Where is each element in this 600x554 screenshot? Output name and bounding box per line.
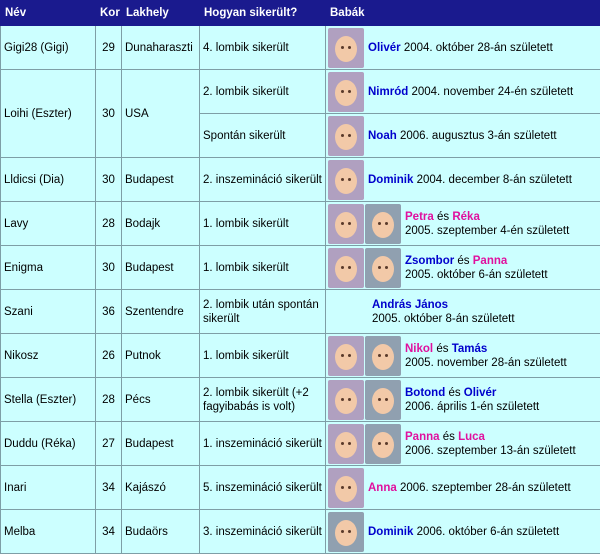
baby-photo (328, 336, 364, 376)
birth-date: 2004. november 24-én született (411, 86, 573, 98)
table-row (1, 70, 600, 114)
cell-name: Inari (1, 466, 96, 510)
cell-how: 5. inszemináció sikerült (200, 466, 326, 510)
baby-names (368, 42, 401, 54)
eye (348, 530, 351, 533)
cell-place: Budaörs (122, 510, 200, 554)
baby-entry (326, 466, 600, 509)
cell-how: 2. lombik után spontán sikerült (200, 290, 326, 334)
baby-photos (326, 116, 366, 156)
girl-name: Luca (458, 431, 485, 443)
cell-age: 30 (96, 158, 122, 202)
baby-names (405, 387, 496, 399)
baby-photo (328, 28, 364, 68)
baby-entry (326, 70, 600, 113)
cell-age: 29 (96, 26, 122, 70)
cell-name: Szani (1, 290, 96, 334)
baby-photos (326, 512, 366, 552)
header-age: Kor (96, 1, 122, 26)
cell-place: Bodajk (122, 202, 200, 246)
baby-text (403, 254, 548, 282)
baby-text (366, 41, 553, 55)
baby-text (403, 386, 539, 414)
baby-entry (326, 290, 600, 333)
boy-name: Olivér (368, 42, 401, 54)
header-babies: Babák (326, 1, 600, 26)
baby-face (335, 256, 357, 282)
eye (348, 398, 351, 401)
cell-place: Budapest (122, 246, 200, 290)
baby-photo (328, 424, 364, 464)
baby-text (366, 129, 557, 143)
boy-name: Zsombor (405, 255, 454, 267)
boy-name: Botond (405, 387, 445, 399)
baby-text (366, 85, 573, 99)
cell-how: 2. inszemináció sikerült (200, 158, 326, 202)
cell-age: 30 (96, 246, 122, 290)
table-row (1, 334, 600, 378)
baby-photos (326, 380, 403, 420)
eye (341, 266, 344, 269)
cell-how: 2. lombik sikerült (200, 70, 326, 114)
eye (341, 134, 344, 137)
cell-age: 34 (96, 510, 122, 554)
eye (385, 442, 388, 445)
baby-face (335, 432, 357, 458)
girl-name: Petra (405, 211, 434, 223)
girl-name: Nikol (405, 343, 433, 355)
cell-how: Spontán sikerült (200, 114, 326, 158)
babies-cell (326, 26, 600, 70)
baby-photos (326, 468, 366, 508)
baby-photo (365, 424, 401, 464)
table-row (1, 290, 600, 334)
babies-cell (326, 466, 600, 510)
baby-photos (326, 28, 366, 68)
baby-entry (326, 422, 600, 465)
baby-face (335, 36, 357, 62)
cell-place: Putnok (122, 334, 200, 378)
babies-cell (326, 114, 600, 158)
baby-face (335, 212, 357, 238)
cell-name: Enigma (1, 246, 96, 290)
baby-photo (328, 204, 364, 244)
baby-entry (326, 158, 600, 201)
babies-cell (326, 510, 600, 554)
baby-face (335, 388, 357, 414)
baby-entry (326, 114, 600, 157)
cell-how: 2. lombik sikerült (+2 fagyibabás is volt) (200, 378, 326, 422)
eye (348, 266, 351, 269)
baby-names (368, 482, 397, 494)
baby-photos (326, 204, 403, 244)
and-word: és (448, 387, 460, 399)
eye (341, 46, 344, 49)
baby-names (368, 130, 397, 142)
eye (341, 222, 344, 225)
cell-age: 26 (96, 334, 122, 378)
eye (341, 398, 344, 401)
baby-face (372, 256, 394, 282)
cell-age: 30 (96, 70, 122, 158)
baby-text (403, 430, 576, 458)
header-row (1, 1, 600, 26)
baby-text (366, 481, 571, 495)
girl-name: Anna (368, 482, 397, 494)
birth-date: 2005. november 28-án született (405, 357, 567, 369)
baby-photo (365, 380, 401, 420)
baby-text (403, 210, 569, 238)
cell-age: 36 (96, 290, 122, 334)
babies-cell (326, 378, 600, 422)
cell-name: Lavy (1, 202, 96, 246)
baby-entry (326, 334, 600, 377)
cell-how: 1. lombik sikerült (200, 202, 326, 246)
girl-name: Panna (405, 431, 440, 443)
eye (341, 442, 344, 445)
boy-name: Dominik (368, 526, 413, 538)
cell-how: 4. lombik sikerült (200, 26, 326, 70)
cell-age: 28 (96, 378, 122, 422)
cell-place: Szentendre (122, 290, 200, 334)
eye (341, 178, 344, 181)
babies-cell (326, 246, 600, 290)
cell-name: Nikosz (1, 334, 96, 378)
baby-face (335, 168, 357, 194)
boy-name: Dominik (368, 174, 413, 186)
baby-names (368, 86, 408, 98)
boy-name: Noah (368, 130, 397, 142)
babies-cell (326, 290, 600, 334)
babies-cell (326, 202, 600, 246)
boy-name: András János (372, 299, 448, 311)
header-place: Lakhely (122, 1, 200, 26)
birth-date: 2004. december 8-án született (417, 174, 572, 186)
cell-name: Stella (Eszter) (1, 378, 96, 422)
baby-face (372, 388, 394, 414)
baby-photo (328, 248, 364, 288)
girl-name: Panna (473, 255, 508, 267)
baby-names (368, 174, 413, 186)
baby-text (366, 173, 572, 187)
baby-names (405, 255, 507, 267)
cell-age: 34 (96, 466, 122, 510)
table-row (1, 510, 600, 554)
table-body (1, 26, 600, 554)
birth-date: 2005. október 6-án született (405, 269, 548, 281)
birth-date: 2006. október 6-án született (417, 526, 560, 538)
eye (348, 90, 351, 93)
baby-photo (328, 512, 364, 552)
header-name: Név (1, 1, 96, 26)
baby-text (370, 298, 515, 326)
eye (348, 46, 351, 49)
table-row (1, 202, 600, 246)
baby-face (372, 432, 394, 458)
and-word: és (437, 211, 449, 223)
cell-place: USA (122, 70, 200, 158)
cell-how: 1. lombik sikerült (200, 246, 326, 290)
table-row (1, 378, 600, 422)
table-row (1, 26, 600, 70)
baby-photo (365, 204, 401, 244)
girl-name: Réka (452, 211, 480, 223)
cell-place: Budapest (122, 158, 200, 202)
table-row (1, 422, 600, 466)
eye (378, 442, 381, 445)
baby-photos (326, 424, 403, 464)
eye (348, 178, 351, 181)
eye (378, 266, 381, 269)
birth-date: 2006. szeptember 28-án született (400, 482, 571, 494)
eye (348, 442, 351, 445)
eye (341, 90, 344, 93)
eye (378, 398, 381, 401)
baby-names (405, 211, 480, 223)
baby-face (335, 80, 357, 106)
cell-name: Melba (1, 510, 96, 554)
eye (385, 222, 388, 225)
baby-entry (326, 378, 600, 421)
babies-cell (326, 334, 600, 378)
and-word: és (457, 255, 469, 267)
boy-name: Olivér (464, 387, 497, 399)
baby-entry (326, 202, 600, 245)
cell-name: Duddu (Réka) (1, 422, 96, 466)
cell-age: 27 (96, 422, 122, 466)
and-word: és (443, 431, 455, 443)
baby-photo (328, 380, 364, 420)
baby-photos (326, 248, 403, 288)
cell-name: Loihi (Eszter) (1, 70, 96, 158)
baby-names (368, 526, 413, 538)
baby-face (335, 124, 357, 150)
and-word: és (436, 343, 448, 355)
babies-cell (326, 158, 600, 202)
baby-photos (326, 72, 366, 112)
babies-cell (326, 422, 600, 466)
eye (378, 222, 381, 225)
eye (348, 222, 351, 225)
baby-entry (326, 26, 600, 69)
cell-place: Dunaharaszti (122, 26, 200, 70)
eye (348, 354, 351, 357)
baby-names (372, 299, 448, 311)
baby-entry (326, 246, 600, 289)
cell-name: Gigi28 (Gigi) (1, 26, 96, 70)
cell-name: Lldicsi (Dia) (1, 158, 96, 202)
table-row (1, 158, 600, 202)
eye (378, 354, 381, 357)
baby-text (403, 342, 567, 370)
baby-face (335, 476, 357, 502)
birth-date: 2006. augusztus 3-án született (400, 130, 557, 142)
cell-place: Pécs (122, 378, 200, 422)
baby-names (405, 431, 485, 443)
baby-photos (326, 160, 366, 200)
baby-entry (326, 510, 600, 553)
birth-date: 2005. október 8-án született (372, 313, 515, 325)
baby-photo (328, 160, 364, 200)
boy-name: Tamás (452, 343, 488, 355)
eye (348, 134, 351, 137)
baby-photo (328, 72, 364, 112)
eye (341, 486, 344, 489)
cell-how: 3. inszemináció sikerült (200, 510, 326, 554)
baby-face (372, 344, 394, 370)
table-row (1, 246, 600, 290)
baby-photo (365, 336, 401, 376)
eye (385, 354, 388, 357)
eye (341, 530, 344, 533)
eye (341, 354, 344, 357)
eye (385, 398, 388, 401)
cell-place: Kajászó (122, 466, 200, 510)
boy-name: Nimród (368, 86, 408, 98)
baby-names (405, 343, 487, 355)
baby-photos (326, 336, 403, 376)
cell-age: 28 (96, 202, 122, 246)
baby-photo (328, 468, 364, 508)
eye (348, 486, 351, 489)
eye (385, 266, 388, 269)
birth-date: 2005. szeptember 4-én született (405, 225, 569, 237)
cell-how: 1. lombik sikerült (200, 334, 326, 378)
baby-face (335, 344, 357, 370)
birth-date: 2006. április 1-én született (405, 401, 539, 413)
header-how: Hogyan sikerült? (200, 1, 326, 26)
baby-text (366, 525, 559, 539)
babies-cell (326, 70, 600, 114)
baby-face (335, 520, 357, 546)
birth-date: 2006. szeptember 13-án született (405, 445, 576, 457)
baby-photo (365, 248, 401, 288)
baby-photo (328, 116, 364, 156)
table-row (1, 466, 600, 510)
baby-face (372, 212, 394, 238)
birth-date: 2004. október 28-án született (404, 42, 553, 54)
cell-place: Budapest (122, 422, 200, 466)
cell-how: 1. inszemináció sikerült (200, 422, 326, 466)
